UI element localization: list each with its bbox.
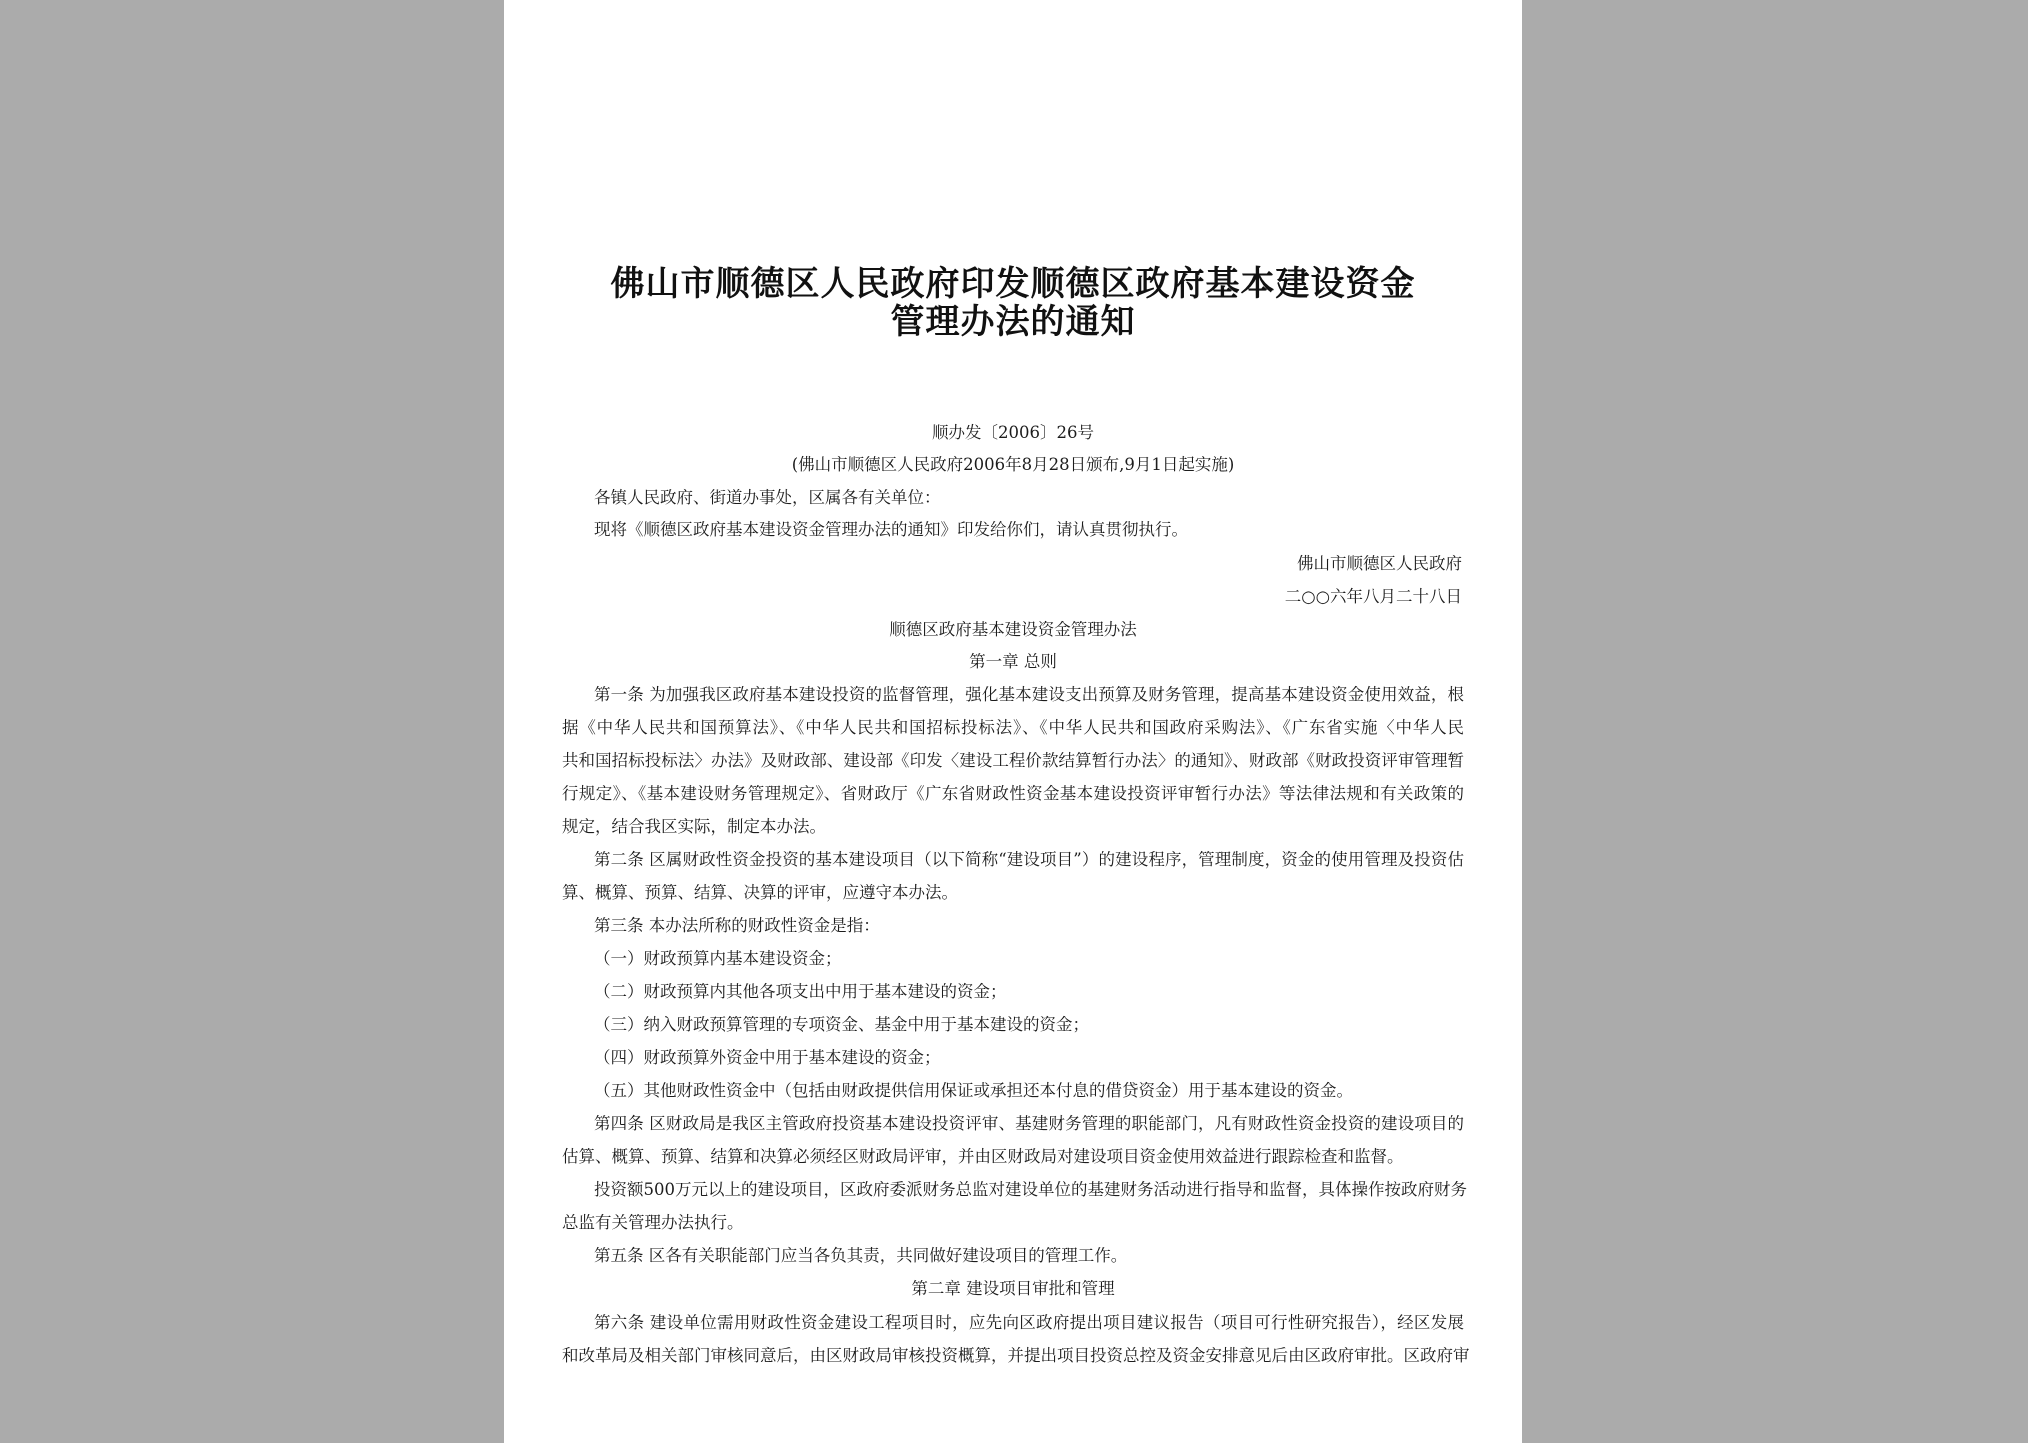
- article-6-line: 和改革局及相关部门审核同意后，由区财政局审核投资概算，并提出项目投资总控及资金安排意见后由区政府审批。区政府审: [562, 1346, 1470, 1365]
- list-item: （四）财政预算外资金中用于基本建设的资金；: [594, 1048, 941, 1067]
- article-2-line: 算、概算、预算、结算、决算的评审，应遵守本办法。: [562, 883, 958, 902]
- document-title-line-1: 佛山市顺德区人民政府印发顺德区政府基本建设资金: [610, 264, 1416, 304]
- article-1-line: 规定，结合我区实际，制定本办法。: [562, 817, 826, 836]
- article-1-line: 共和国招标投标法〉办法》及财政部、建设部《印发〈建设工程价款结算暂行办法〉的通知》、财政部《财政投资评审管理暂: [562, 751, 1464, 770]
- article-4-paragraph-2-line: 总监有关管理办法执行。: [562, 1213, 744, 1232]
- signature-date: 二○○六年八月二十八日: [1284, 587, 1462, 606]
- article-2-line: 第二条 区属财政性资金投资的基本建设项目（以下简称“建设项目”）的建设程序，管理制度，资金的使用管理及投资估: [594, 850, 1464, 869]
- document-page: [504, 0, 1522, 1443]
- addressee: 各镇人民政府、街道办事处，区属各有关单位：: [594, 488, 941, 507]
- list-item: （一）财政预算内基本建设资金；: [594, 949, 842, 968]
- document-title-line-2: 管理办法的通知: [890, 302, 1136, 342]
- article-3: 第三条 本办法所称的财政性资金是指：: [594, 916, 880, 935]
- list-item: （三）纳入财政预算管理的专项资金、基金中用于基本建设的资金；: [594, 1015, 1089, 1034]
- signature-organization: 佛山市顺德区人民政府: [1297, 554, 1462, 573]
- document-number: 顺办发〔2006〕26号: [932, 423, 1094, 442]
- intro-paragraph: 现将《顺德区政府基本建设资金管理办法的通知》印发给你们，请认真贯彻执行。: [594, 520, 1188, 539]
- list-item: （五）其他财政性资金中（包括由财政提供信用保证或承担还本付息的借贷资金）用于基本建设的资金。: [594, 1081, 1353, 1100]
- article-4-paragraph-2-line: 投资额500万元以上的建设项目，区政府委派财务总监对建设单位的基建财务活动进行指导和监督，具体操作按政府财务: [594, 1180, 1467, 1199]
- article-4-line: 估算、概算、预算、结算和决算必须经区财政局评审，并由区财政局对建设项目资金使用效益进行跟踪检查和监督。: [562, 1147, 1404, 1166]
- article-5: 第五条 区各有关职能部门应当各负其责，共同做好建设项目的管理工作。: [594, 1246, 1128, 1265]
- measures-title: 顺德区政府基本建设资金管理办法: [889, 620, 1137, 639]
- article-1-line: 行规定》、《基本建设财务管理规定》、省财政厅《广东省财政性资金基本建设投资评审暂行办法》等法律法规和有关政策的: [562, 784, 1464, 803]
- chapter-2-title: 第二章 建设项目审批和管理: [911, 1279, 1115, 1298]
- list-item: （二）财政预算内其他各项支出中用于基本建设的资金；: [594, 982, 1007, 1001]
- article-6-line: 第六条 建设单位需用财政性资金建设工程项目时，应先向区政府提出项目建议报告（项目可行性研究报告），经区发展: [594, 1313, 1464, 1332]
- article-4-line: 第四条 区财政局是我区主管政府投资基本建设投资评审、基建财务管理的职能部门，凡有财政性资金投资的建设项目的: [594, 1114, 1464, 1133]
- article-1-line: 据《中华人民共和国预算法》、《中华人民共和国招标投标法》、《中华人民共和国政府采购法》、《广东省实施〈中华人民: [562, 718, 1464, 737]
- issue-note: (佛山市顺德区人民政府2006年8月28日颁布,9月1日起实施): [791, 455, 1235, 474]
- article-1-line: 第一条 为加强我区政府基本建设投资的监督管理，强化基本建设支出预算及财务管理，提高基本建设资金使用效益，根: [594, 685, 1464, 704]
- chapter-1-title: 第一章 总则: [969, 652, 1057, 671]
